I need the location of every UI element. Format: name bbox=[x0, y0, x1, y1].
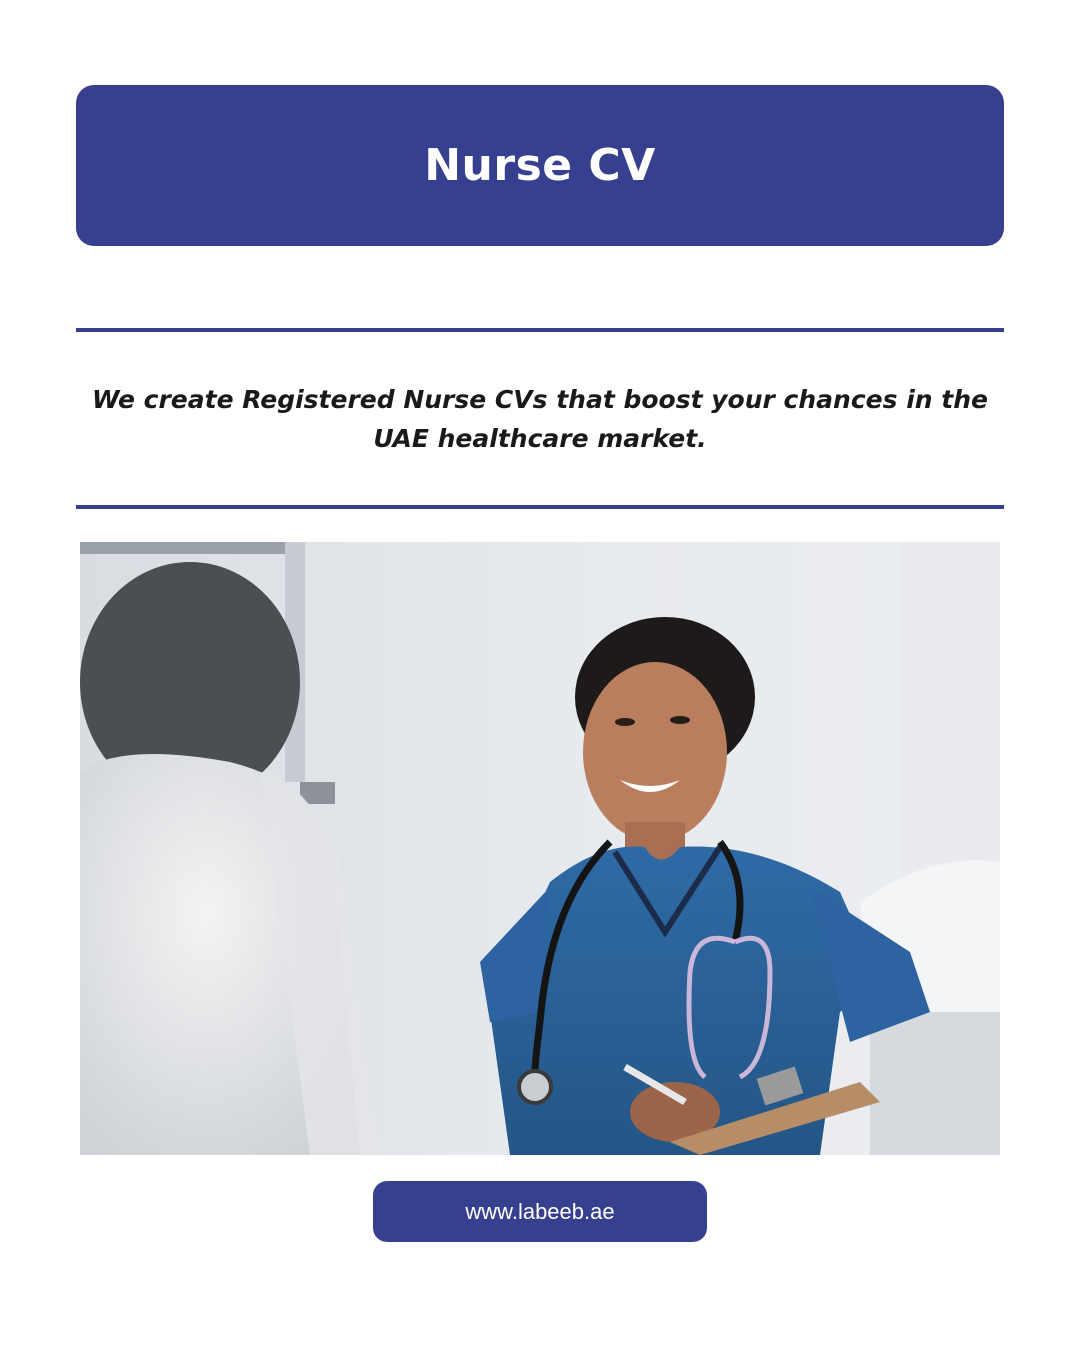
nurse-with-patient-photo bbox=[80, 542, 1000, 1155]
tagline: We create Registered Nurse CVs that boost your chances in the UAE healthcare market. bbox=[92, 385, 988, 453]
page-title: Nurse CV bbox=[424, 140, 656, 191]
title-banner bbox=[76, 85, 1004, 246]
website-link-button[interactable] bbox=[373, 1181, 707, 1242]
divider-bottom bbox=[76, 505, 1004, 509]
website-url: www.labeeb.ae bbox=[465, 1198, 615, 1224]
divider-top bbox=[76, 328, 1004, 332]
